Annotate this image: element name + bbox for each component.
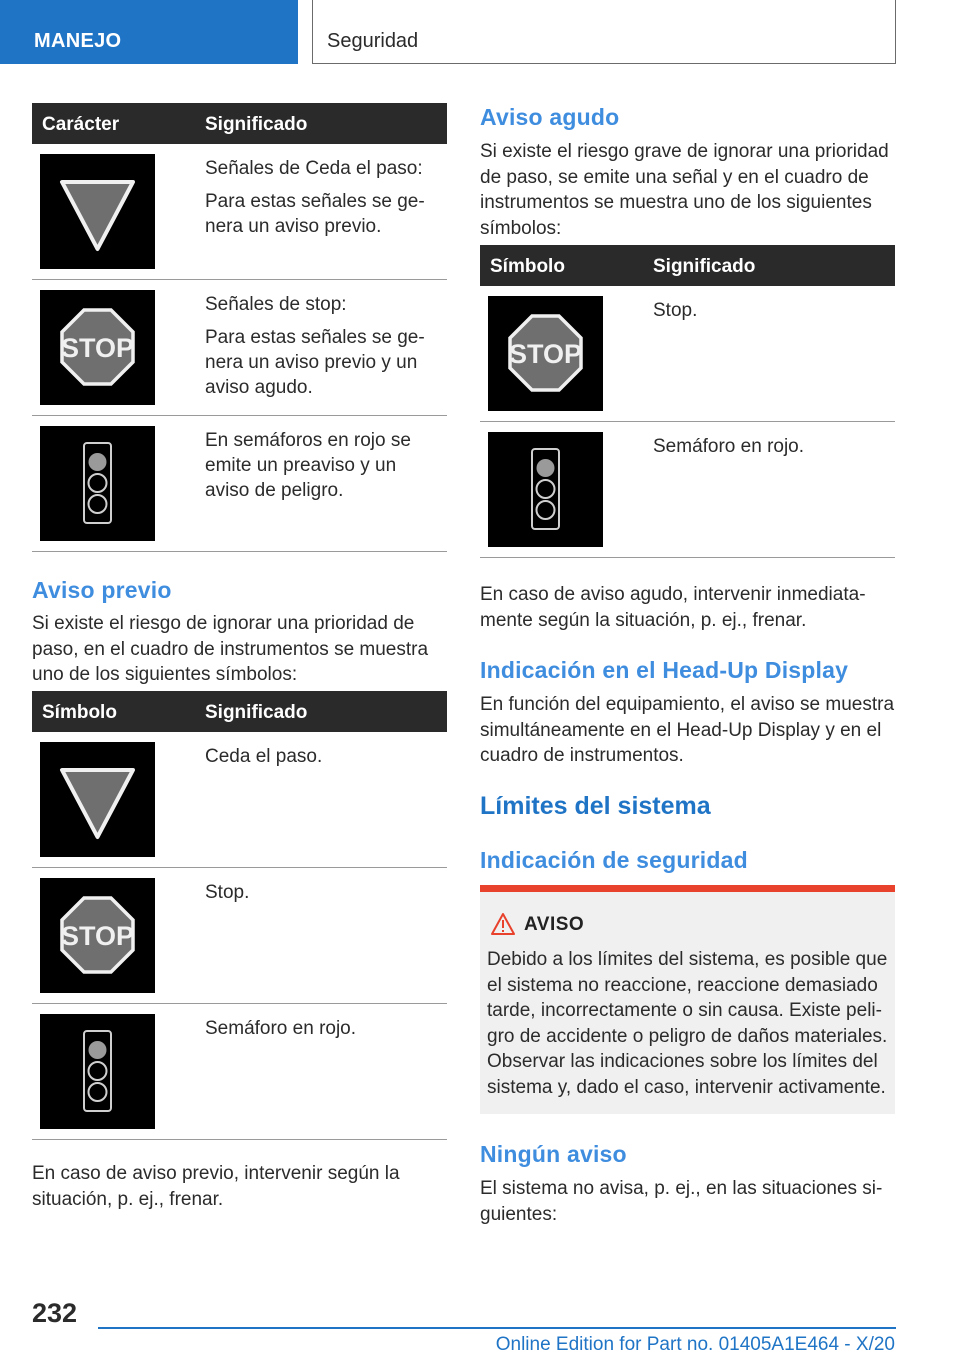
meaning-text — [205, 428, 443, 503]
traffic-light-icon — [40, 426, 155, 541]
paragraph: Si existe el riesgo de ignorar una prioridad de paso, en el cuadro de instrumentos se muestra uno de los siguientes símbolos: — [32, 613, 429, 685]
section-heading: Indicación en el Head-Up Display — [480, 657, 849, 683]
paragraph: En caso de aviso agudo, intervenir inmediatamente según la situación, p. ej., frenar. — [480, 584, 866, 631]
chapter-heading: Límites del sistema — [480, 792, 711, 820]
warning-box — [480, 885, 895, 1114]
table-row — [32, 868, 447, 1004]
meaning-line: Stop. — [653, 300, 698, 321]
meaning-line: Para estas señales se genera un aviso previo. — [205, 191, 425, 237]
meaning-text — [205, 292, 443, 400]
footer-divider — [98, 1327, 896, 1329]
warning-label: AVISO — [524, 914, 585, 935]
column-header: Significado — [653, 256, 756, 277]
svg-text:STOP: STOP — [508, 339, 583, 369]
character-meaning-table — [32, 103, 447, 552]
warning-text: Debido a los límites del sistema, es posible que el sistema no reaccione, reaccione demasiado tarde, incorrectamente o sin causa. Existe peligro de accidente o peligro de daños materiales. Observar las indicaciones sobre los límites del sistema y, dado el caso, intervenir activamente. — [487, 949, 888, 1098]
meaning-line: Semáforo en rojo. — [205, 1018, 357, 1039]
symbol-meaning-table — [32, 691, 447, 1140]
meaning-text — [205, 1016, 443, 1041]
stop-sign-icon — [488, 296, 603, 411]
paragraph: En caso de aviso previo, intervenir según la situación, p. ej., frenar. — [32, 1163, 400, 1210]
header-title-box — [312, 0, 896, 64]
table-row — [32, 144, 447, 280]
stop-sign-icon — [40, 878, 155, 993]
table-header — [480, 245, 895, 286]
page-number: 232 — [32, 1298, 78, 1328]
meaning-line: En semáforos en rojo se emite un preaviso y un aviso de peligro. — [205, 430, 411, 501]
paragraph: Si existe el riesgo grave de ignorar una prioridad de paso, se emite una señal y en el cuadro de instrumentos se muestra uno de los siguientes símbolos: — [480, 141, 889, 239]
column-header: Significado — [205, 114, 308, 135]
table-row — [32, 1004, 447, 1140]
table-row — [32, 280, 447, 416]
yield-sign-icon — [40, 154, 155, 269]
meaning-line: Ceda el paso. — [205, 746, 323, 767]
section-heading: Aviso previo — [32, 577, 172, 603]
meaning-line: Stop. — [205, 882, 250, 903]
page-header-title: Seguridad — [327, 30, 419, 52]
meaning-line: Para estas señales se genera un aviso previo y un aviso agudo. — [205, 327, 425, 398]
meaning-text — [205, 156, 443, 239]
paragraph: En función del equipamiento, el aviso se muestra simultáneamente en el Head-Up Display y en el cuadro de instrumentos. — [480, 694, 895, 766]
column-header: Significado — [205, 702, 308, 723]
yield-sign-icon — [40, 742, 155, 857]
section-label: MANEJO — [34, 30, 122, 52]
meaning-text — [205, 880, 443, 905]
symbol-meaning-table — [480, 245, 895, 558]
table-header — [32, 103, 447, 144]
meaning-text — [205, 744, 443, 769]
traffic-light-icon — [40, 1014, 155, 1129]
meaning-line: Semáforo en rojo. — [653, 436, 805, 457]
edition-footer: Online Edition for Part no. 01405A1E464 - X/20 — [495, 1334, 895, 1355]
table-row — [480, 422, 895, 558]
column-header: Símbolo — [42, 702, 117, 723]
meaning-text — [653, 298, 891, 323]
meaning-line: Señales de Ceda el paso: — [205, 158, 423, 179]
svg-text:STOP: STOP — [60, 921, 135, 951]
section-heading: Ningún aviso — [480, 1141, 627, 1167]
meaning-text — [653, 434, 891, 459]
column-header: Carácter — [42, 114, 120, 135]
paragraph: El sistema no avisa, p. ej., en las situaciones siguientes: — [480, 1178, 883, 1225]
table-row — [32, 416, 447, 552]
section-heading: Aviso agudo — [480, 104, 620, 130]
stop-sign-icon — [40, 290, 155, 405]
table-row — [32, 732, 447, 868]
svg-text:STOP: STOP — [60, 333, 135, 363]
section-heading: Indicación de seguridad — [480, 847, 748, 873]
warning-triangle-icon — [490, 912, 516, 936]
column-header: Símbolo — [490, 256, 565, 277]
meaning-line: Señales de stop: — [205, 294, 347, 315]
table-header — [32, 691, 447, 732]
section-tab — [0, 0, 298, 64]
traffic-light-icon — [488, 432, 603, 547]
table-row — [480, 286, 895, 422]
